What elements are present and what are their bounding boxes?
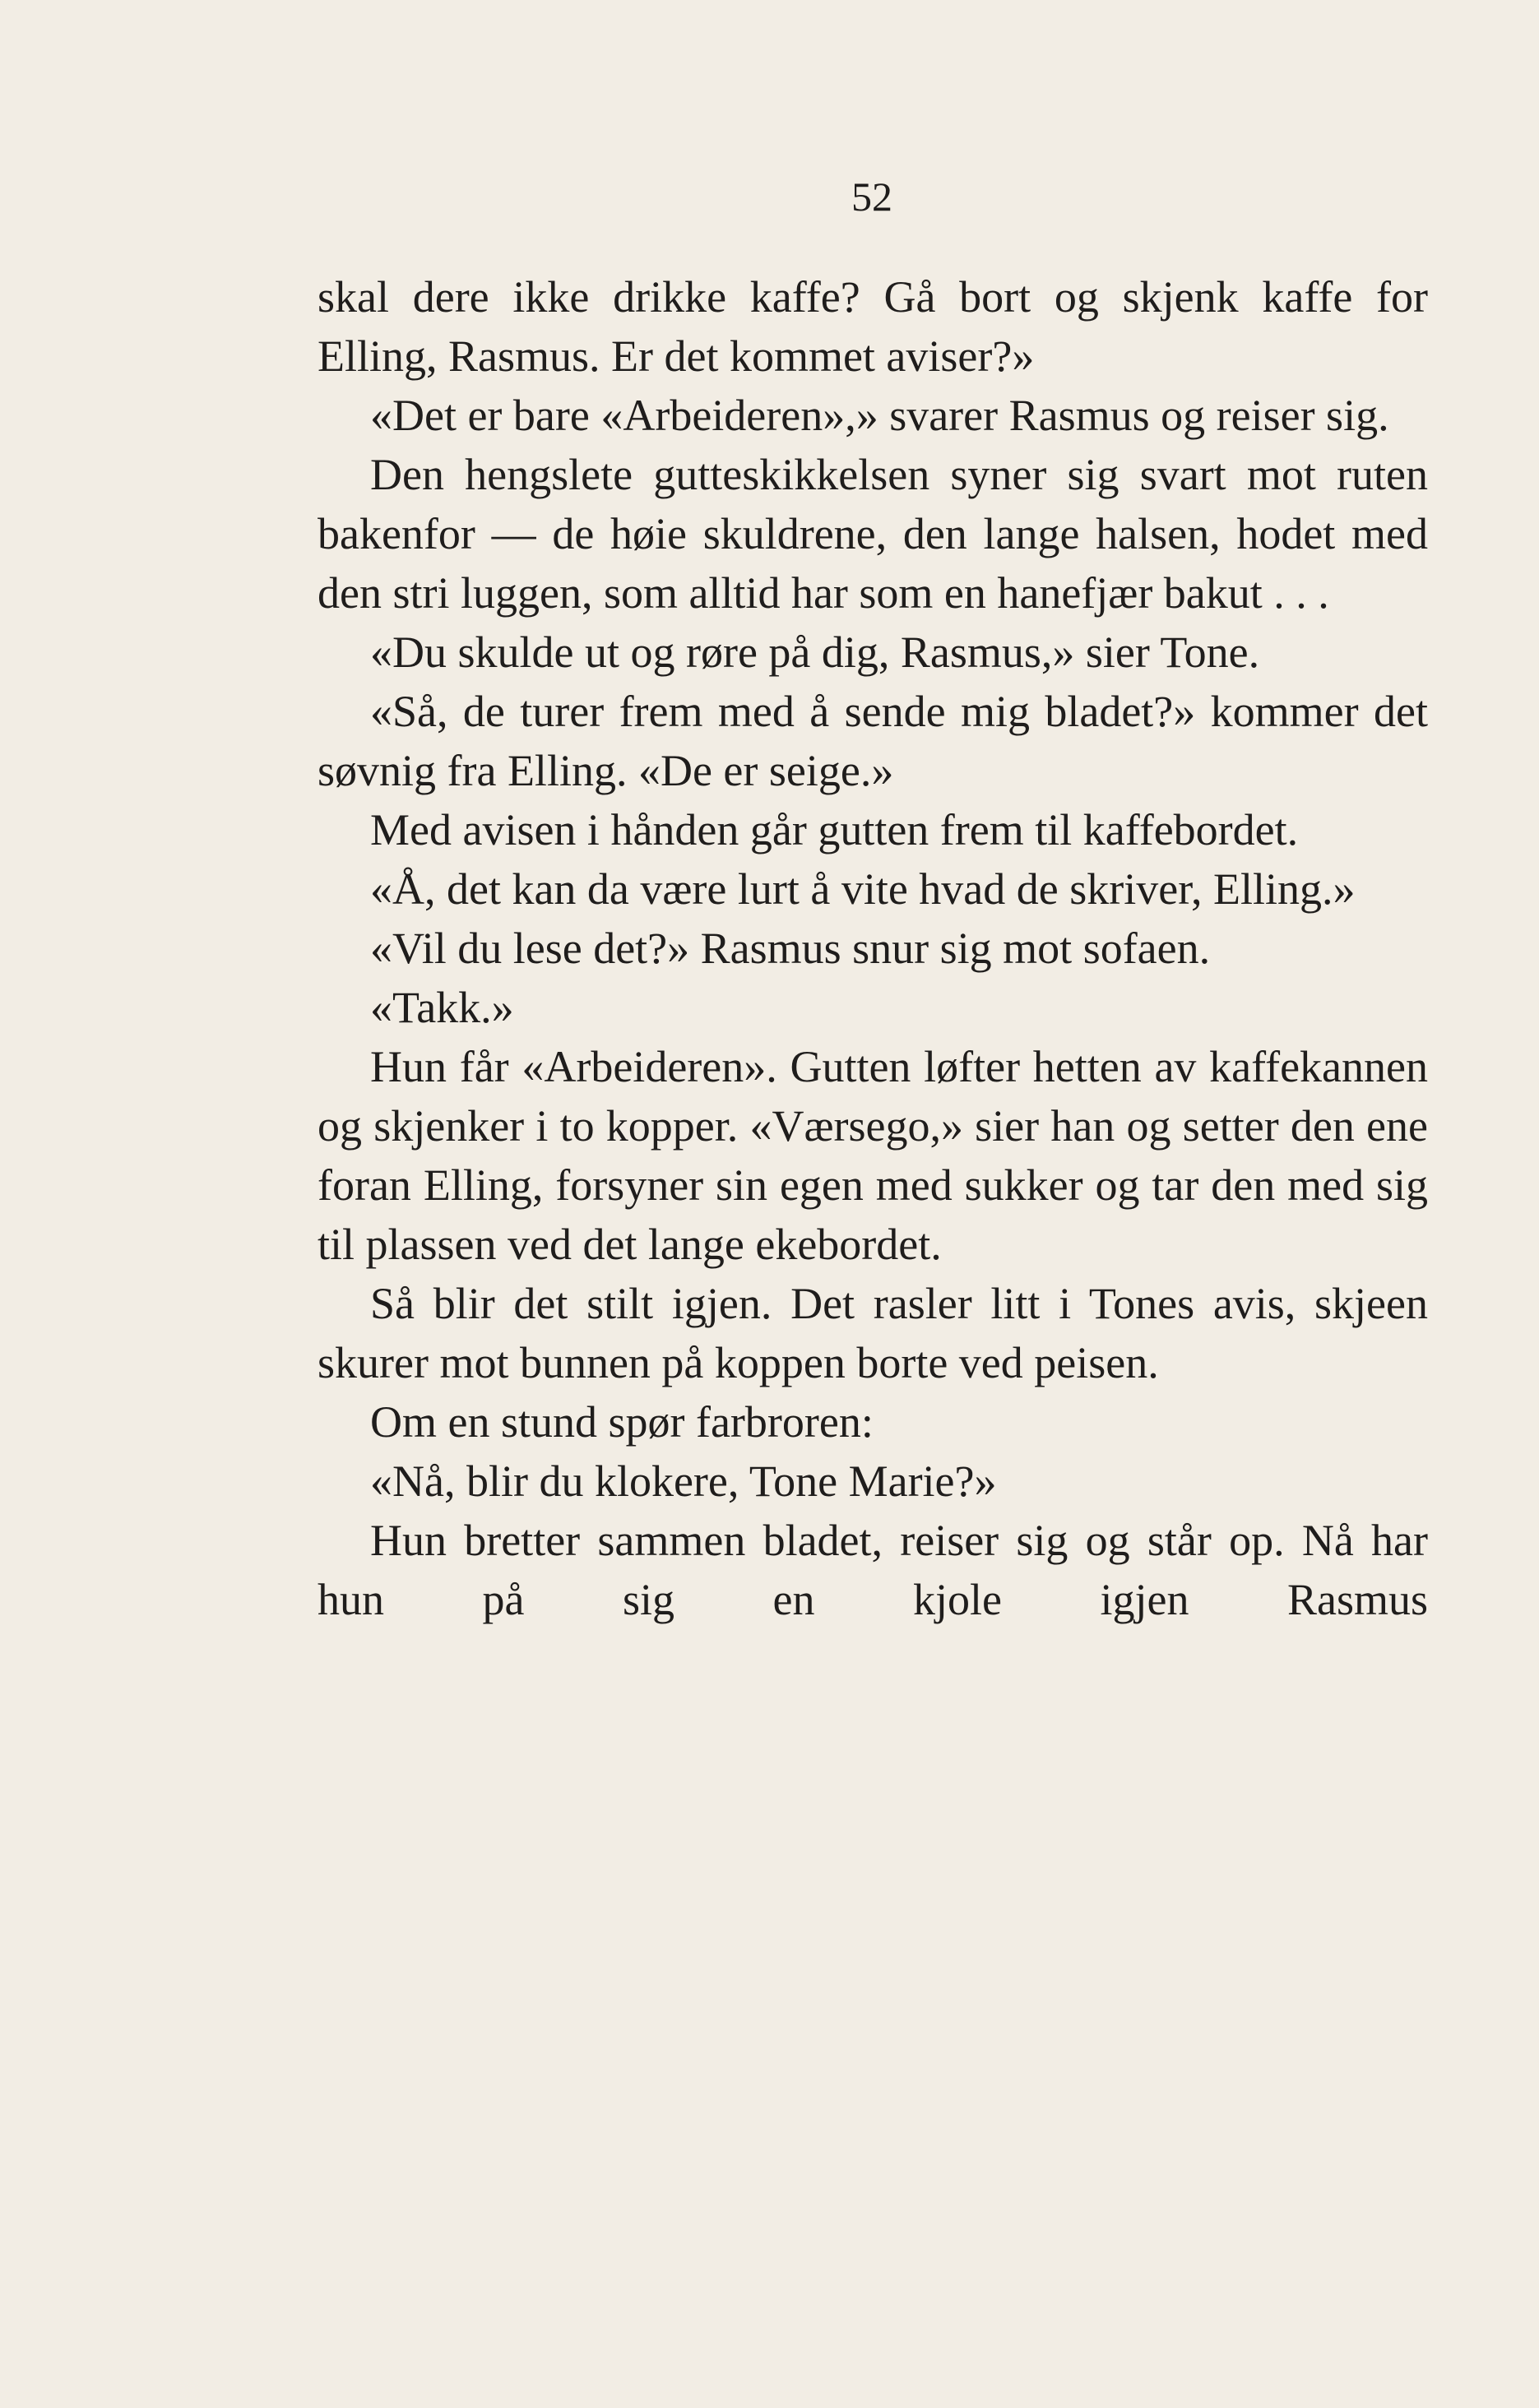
- paragraph: Hun får «Arbeideren». Gutten løfter hetten av kaffekannen og skjenker i to kopper. «Værsego,» sier han og setter den ene foran Elling, forsyner sin egen med sukker og tar den med sig til plassen ved det lange ekebordet.: [318, 1042, 1428, 1269]
- paragraph: «Du skulde ut og røre på dig, Rasmus,» sier Tone.: [370, 627, 1260, 677]
- paragraph: «Takk.»: [370, 983, 514, 1032]
- paragraph: «Det er bare «Arbeideren»,» svarer Rasmus og reiser sig.: [370, 391, 1389, 440]
- paragraph: Med avisen i hånden går gutten frem til kaffebordet.: [370, 805, 1299, 854]
- paragraph: «Å, det kan da være lurt å vite hvad de skriver, Elling.»: [370, 864, 1356, 914]
- body-text: [318, 267, 1428, 1629]
- paragraph: skal dere ikke drikke kaffe? Gå bort og skjenk kaffe for Elling, Rasmus. Er det kommet aviser?»: [318, 272, 1428, 381]
- paragraph: Den hengslete gutteskikkelsen syner sig svart mot ruten bakenfor — de høie skuldrene, den lange halsen, hodet med den stri luggen, som alltid har som en hanefjær bakut . . .: [318, 450, 1428, 618]
- page-number: 52: [851, 174, 892, 220]
- paragraph: Om en stund spør farbroren:: [370, 1397, 874, 1447]
- paragraph: Så blir det stilt igjen. Det rasler litt i Tones avis, skjeen skurer mot bunnen på koppen borte ved peisen.: [318, 1279, 1428, 1387]
- paragraph: «Nå, blir du klokere, Tone Marie?»: [370, 1456, 997, 1506]
- paragraph: «Så, de turer frem med å sende mig bladet?» kommer det søvnig fra Elling. «De er seige.»: [318, 687, 1428, 795]
- paragraph: «Vil du lese det?» Rasmus snur sig mot sofaen.: [370, 924, 1211, 973]
- paragraph: Hun bretter sammen bladet, reiser sig og står op. Nå har hun på sig en kjole igjen Rasmus: [318, 1516, 1428, 1624]
